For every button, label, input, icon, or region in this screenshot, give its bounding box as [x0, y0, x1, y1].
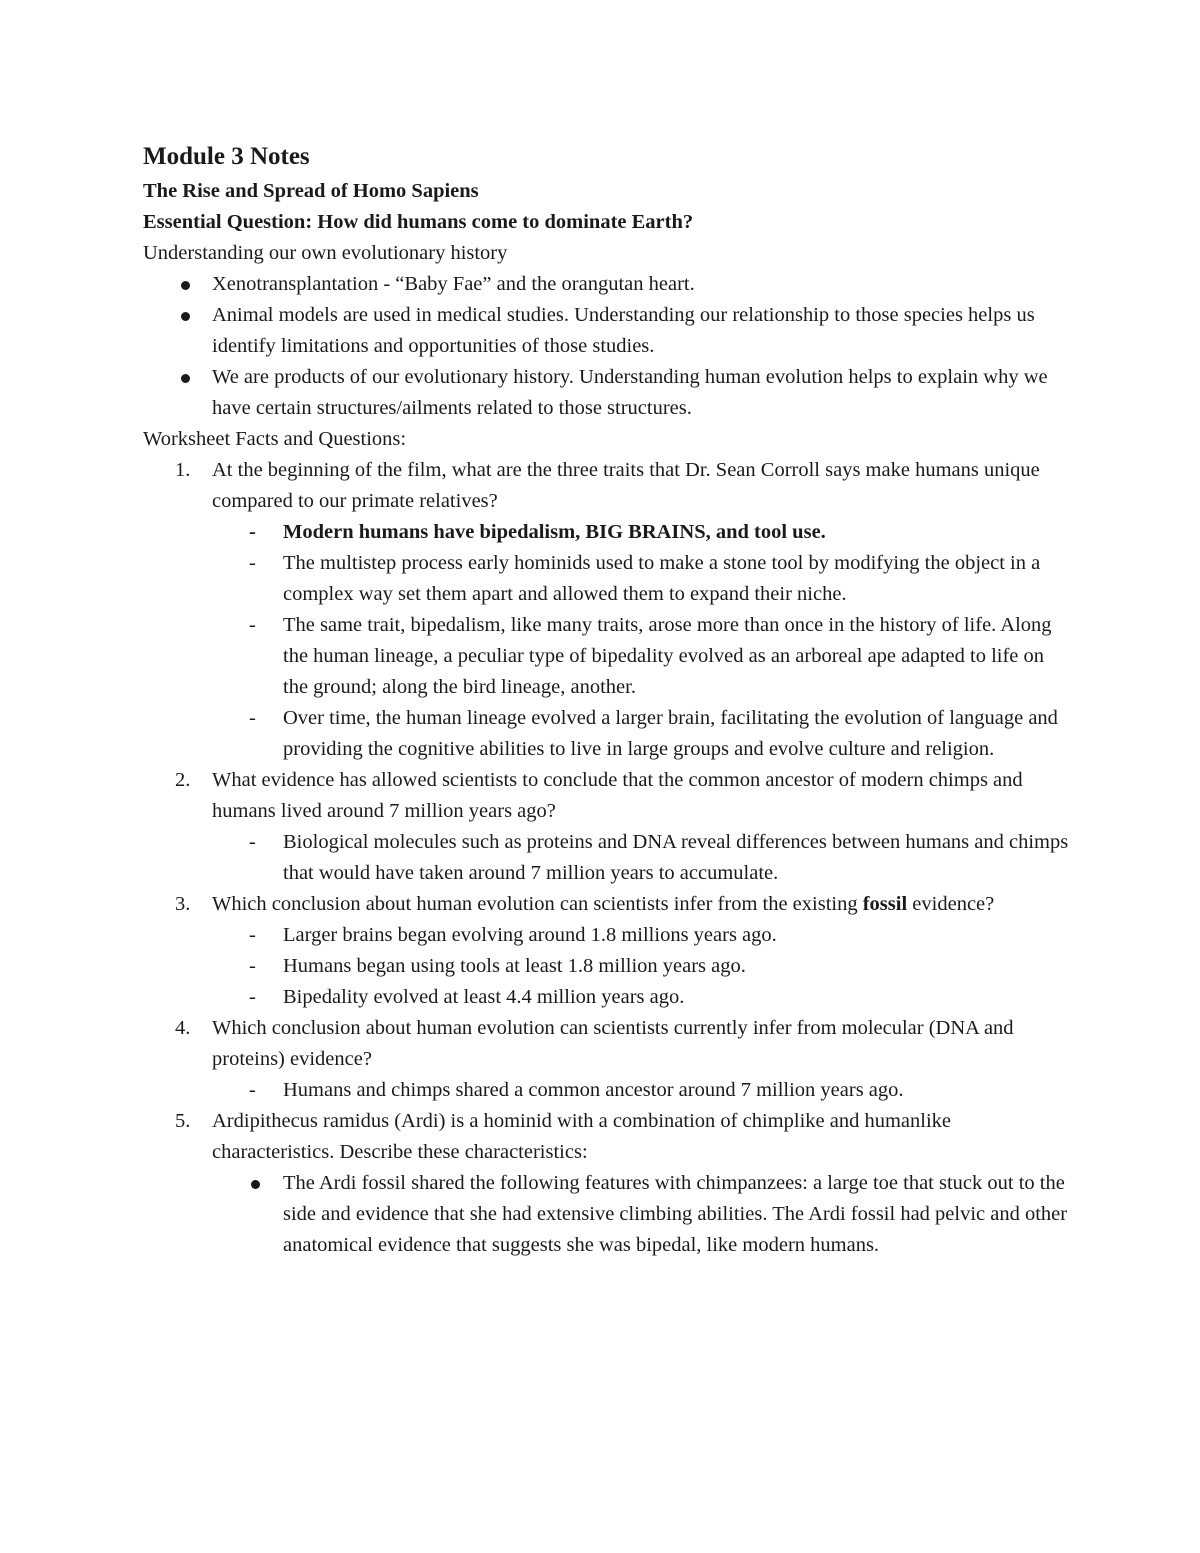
question-text: What evidence has allowed scientists to conclude that the common ancestor of modern chimps and humans lived around 7 million years ago?	[212, 769, 1023, 822]
question-item	[143, 1106, 1073, 1261]
intro-bullet: Xenotransplantation - “Baby Fae” and the orangutan heart.	[143, 269, 1073, 300]
question-text: Which conclusion about human evolution can scientists currently infer from molecular (DNA and proteins) evidence?	[212, 1017, 1014, 1070]
question-number: 1.	[175, 459, 191, 481]
question-text-emphasis: fossil	[862, 893, 908, 915]
question-number: 3.	[175, 893, 191, 915]
answer-item: The Ardi fossil shared the following features with chimpanzees: a large toe that stuck out to the side and evidence that she had extensive climbing abilities. The Ardi fossil had pelvic and other anatomical evidence that suggests she was bipedal, like modern humans.	[212, 1168, 1073, 1261]
intro-bullet-list	[143, 269, 1073, 424]
intro-heading: Understanding our own evolutionary history	[143, 242, 508, 264]
answer-item: - Humans and chimps shared a common ancestor around 7 million years ago.	[212, 1075, 1073, 1106]
question-list	[143, 455, 1073, 1261]
answer-item: - Humans began using tools at least 1.8 million years ago.	[212, 951, 1073, 982]
question-item	[143, 889, 1073, 1013]
question-number: 2.	[175, 769, 191, 791]
answer-list	[212, 1075, 1073, 1106]
answer-list	[212, 517, 1073, 765]
answer-list	[212, 920, 1073, 1013]
answer-item: - Over time, the human lineage evolved a larger brain, facilitating the evolution of language and providing the cognitive abilities to live in large groups and evolve culture and religion.	[212, 703, 1073, 765]
answer-item: - Biological molecules such as proteins and DNA reveal differences between humans and chimps that would have taken around 7 million years to accumulate.	[212, 827, 1073, 889]
question-text-part: Which conclusion about human evolution can scientists infer from the existing	[212, 893, 863, 915]
answer-list	[212, 827, 1073, 889]
question-text: Ardipithecus ramidus (Ardi) is a hominid with a combination of chimplike and humanlike characteristics. Describe these characteristics:	[212, 1110, 951, 1163]
answer-item: - Bipedality evolved at least 4.4 million years ago.	[212, 982, 1073, 1013]
essential-question: Essential Question: How did humans come to dominate Earth?	[143, 211, 694, 233]
intro-bullet: We are products of our evolutionary history. Understanding human evolution helps to explain why we have certain structures/ailments related to those structures.	[143, 362, 1073, 424]
question-number: 5.	[175, 1110, 191, 1132]
question-number: 4.	[175, 1017, 191, 1039]
document-page	[143, 140, 1073, 1261]
question-item	[143, 765, 1073, 889]
question-text-part: evidence?	[907, 893, 995, 915]
intro-bullet: Animal models are used in medical studies. Understanding our relationship to those species helps us identify limitations and opportunities of those studies.	[143, 300, 1073, 362]
question-item	[143, 1013, 1073, 1106]
answer-item: - Larger brains began evolving around 1.8 millions years ago.	[212, 920, 1073, 951]
question-item	[143, 455, 1073, 765]
question-text	[212, 893, 994, 915]
answer-item: - The same trait, bipedalism, like many traits, arose more than once in the history of life. Along the human lineage, a peculiar type of bipedality evolved as an arboreal ape adapted to life on the ground; along the bird lineage, another.	[212, 610, 1073, 703]
answer-list	[212, 1168, 1073, 1261]
answer-item: - The multistep process early hominids used to make a stone tool by modifying the object in a complex way set them apart and allowed them to expand their niche.	[212, 548, 1073, 610]
document-subtitle: The Rise and Spread of Homo Sapiens	[143, 180, 479, 202]
worksheet-heading: Worksheet Facts and Questions:	[143, 428, 407, 450]
page-title: Module 3 Notes	[143, 143, 310, 170]
question-text: At the beginning of the film, what are the three traits that Dr. Sean Corroll says make humans unique compared to our primate relatives?	[212, 459, 1040, 512]
answer-item: - Modern humans have bipedalism, BIG BRAINS, and tool use.	[212, 517, 1073, 548]
